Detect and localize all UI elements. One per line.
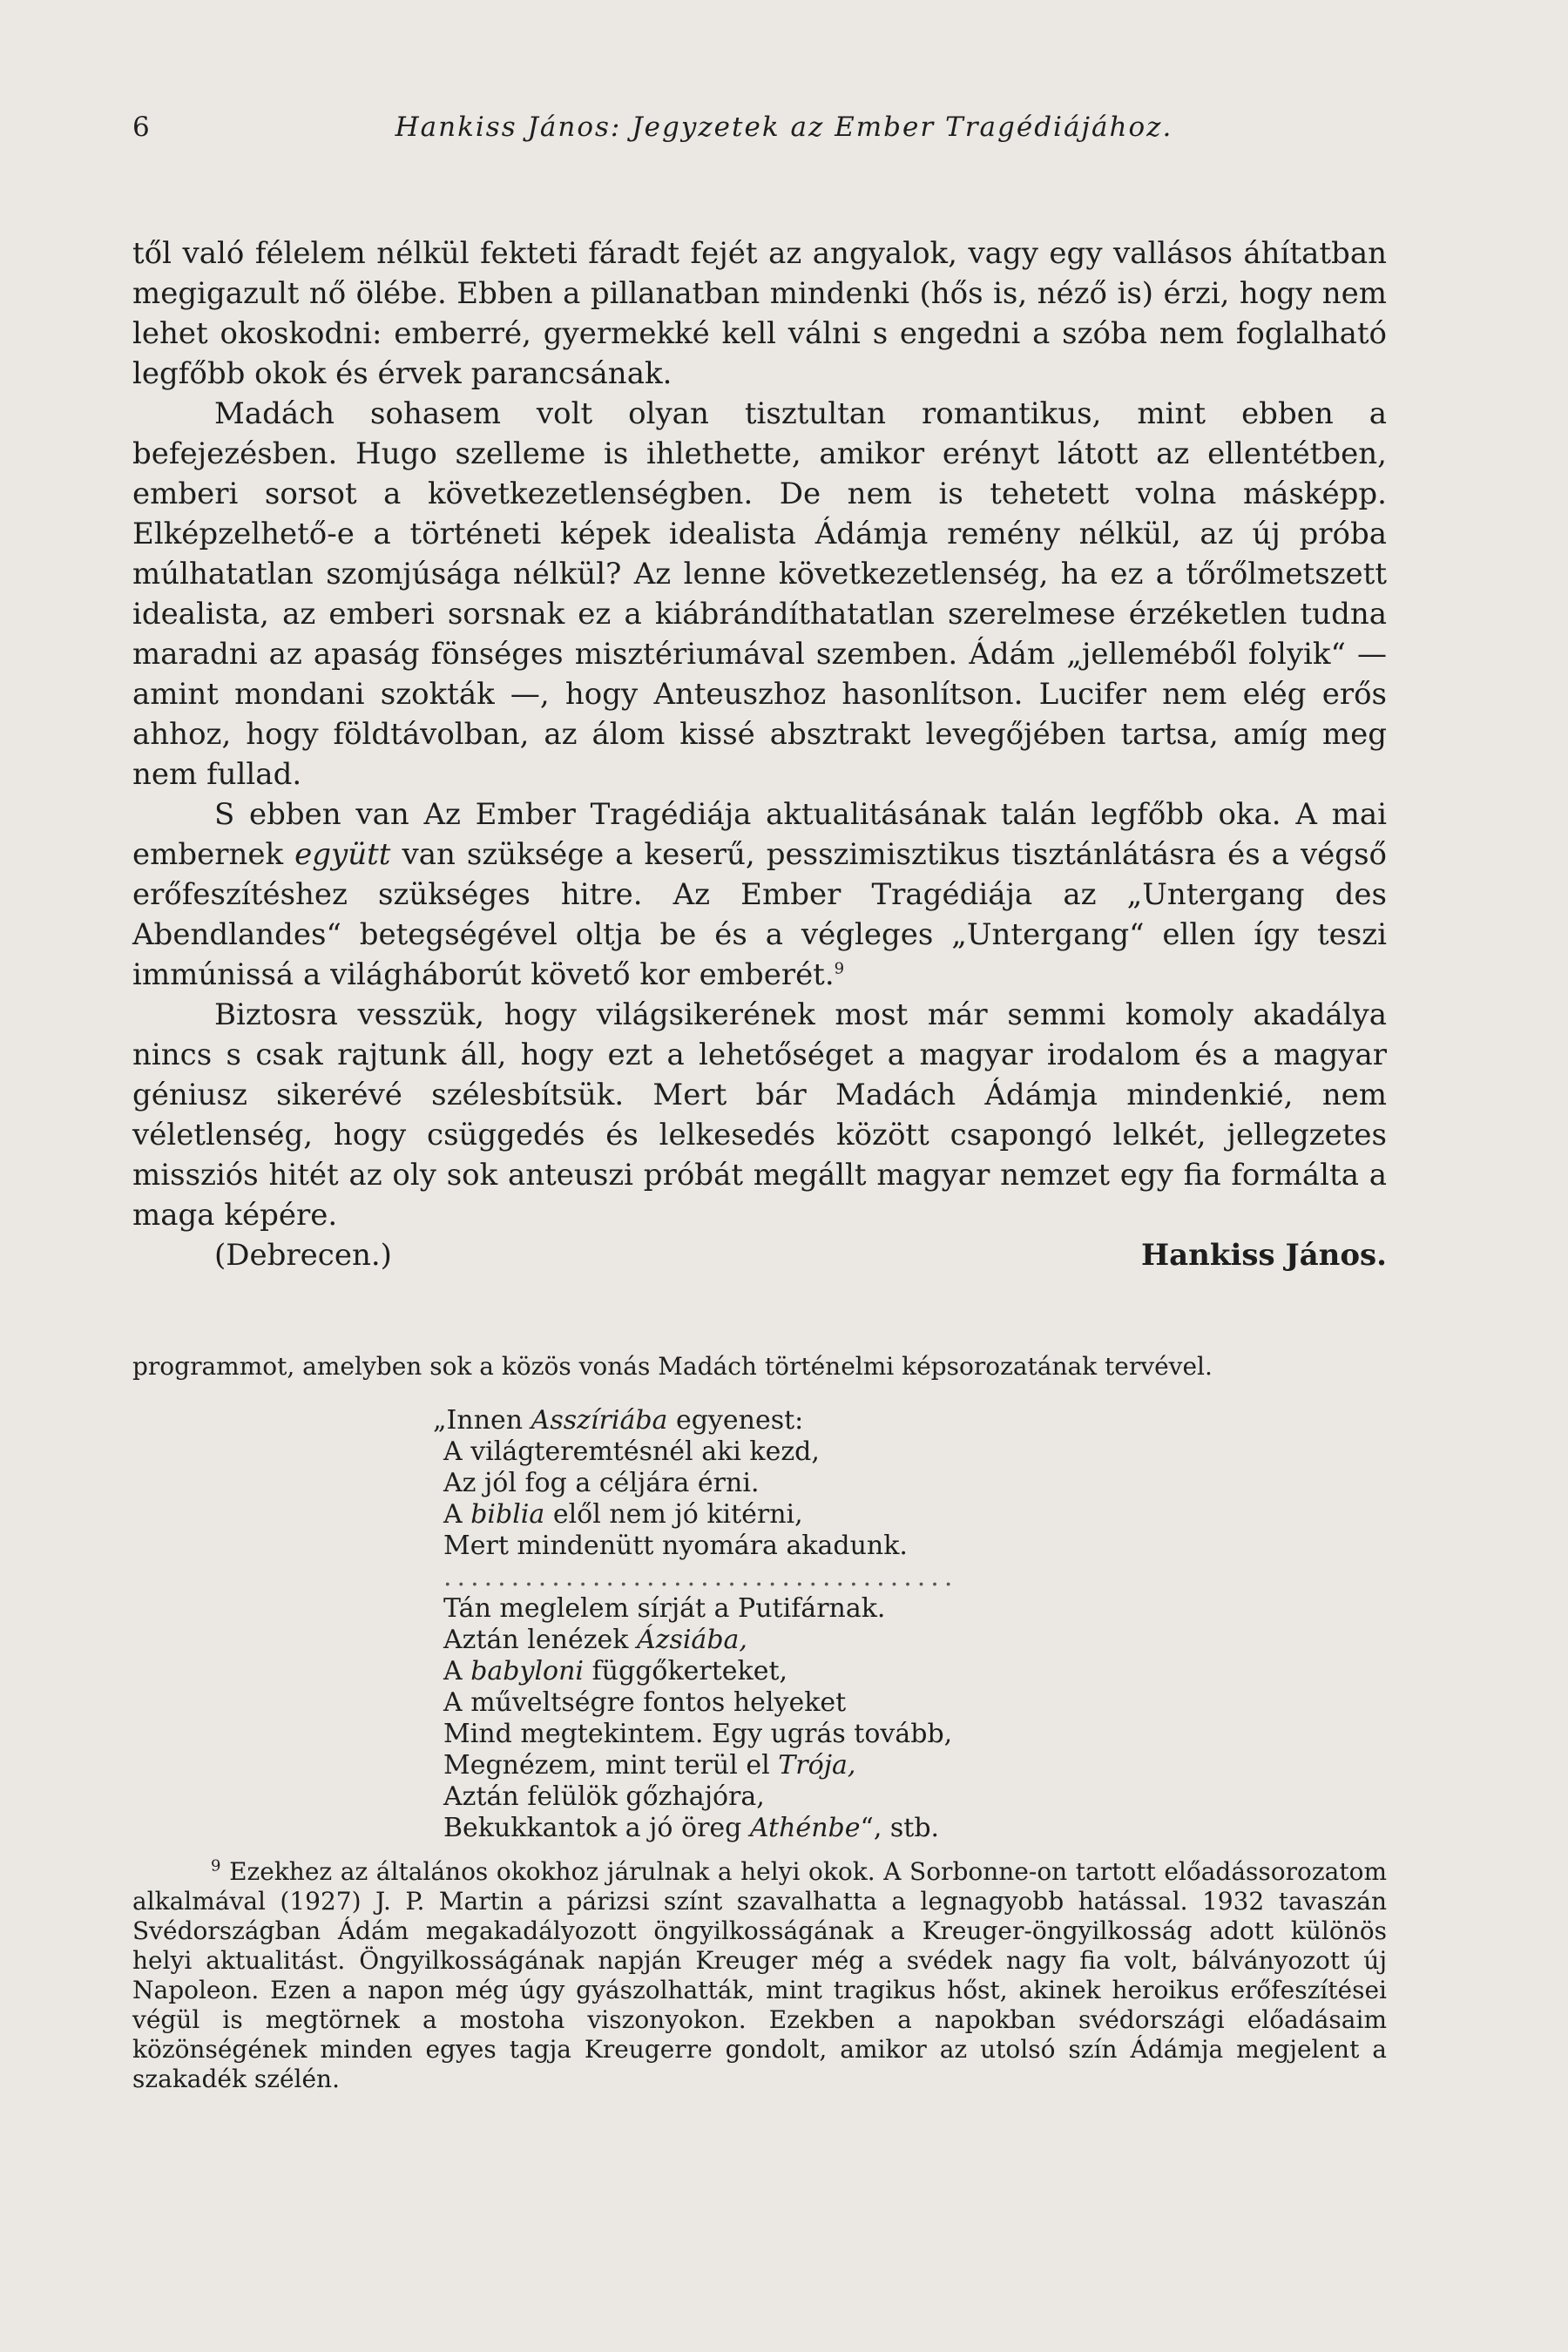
paragraph-3-start: S ebben van Az Ember Tragédiája aktualitásának talán legfőbb oka. A mai embernek xyxy=(132,797,1387,872)
paragraph-3-emphasis: együtt xyxy=(294,837,391,872)
footnote-text xyxy=(132,1857,1387,2094)
poem-line: Mert mindenütt nyomára akadunk. xyxy=(443,1531,908,1561)
poem-text: függőkerteket, xyxy=(584,1656,788,1686)
poem-line: Mind megtekintem. Egy ugrás tovább, xyxy=(443,1719,953,1749)
poem-line: Az jól fog a céljára érni. xyxy=(443,1468,760,1498)
poem-line xyxy=(433,1750,1304,1781)
footnote-reference: 9 xyxy=(834,959,845,978)
poem-line xyxy=(433,1499,1304,1531)
poem-line xyxy=(433,1625,1304,1656)
poem-line: A műveltségre fontos helyeket xyxy=(443,1687,847,1718)
poem-text: A xyxy=(443,1499,471,1530)
poem-line: Aztán felülök gőzhajóra, xyxy=(443,1781,765,1812)
paragraph-1: től való félelem nélkül fekteti fáradt fejét az angyalok, vagy egy vallásos áhítatban megigazult nő ölébe. Ebben a pillanatban mindenki (hős is, néző is) érzi, hogy nem lehet okoskodni: emberré, gyermekké kell válni s engedni a szóba nem foglalható legfőbb okok és érvek parancsának. xyxy=(132,236,1387,391)
poem-italic: Asszíriába xyxy=(531,1405,668,1436)
poem-text: A xyxy=(443,1656,471,1686)
poem-text: egyenest: xyxy=(667,1405,804,1436)
page-number: 6 xyxy=(132,112,150,143)
footnote-marker: 9 xyxy=(211,1856,221,1876)
poem-text: Bekukkantok a jó öreg xyxy=(443,1813,750,1843)
poem-text: Megnézem, mint terül el xyxy=(443,1750,779,1781)
poem-line: A világteremtésnél aki kezd, xyxy=(443,1436,820,1467)
paragraph-2: Madách sohasem volt olyan tisztultan romantikus, mint ebben a befejezésben. Hugo szelleme is ihlethette, amikor erényt látott az ellentétben, emberi sorsot a következetlenségben. De nem is tehetett volna másképp. Elképzelhető-e a történeti képek idealista Ádámja remény nélkül, az új próba múlhatatlan szomjúsága nélkül? Az lenne következetlenség, ha ez a tőrőlmetszett idealista, az emberi sorsnak ez a kiábrándíthatatlan szerelmese érzéketlen tudna maradni az apaság fönséges misztériumával szemben. Ádám „jelleméből folyik“ — amint mondani szokták —, hogy Anteuszhoz hasonlítson. Lucifer nem elég erős ahhoz, hogy földtávolban, az álom kissé absztrakt levegőjében tartsa, amíg meg nem fullad. xyxy=(132,396,1387,792)
poem-text: “, stb. xyxy=(860,1813,940,1843)
poem-italic: Athénbe xyxy=(749,1813,861,1843)
poem-ellipsis: ...................................... xyxy=(443,1562,958,1592)
poem-text: Aztán lenézek xyxy=(443,1625,637,1655)
poem-italic: biblia xyxy=(470,1499,545,1530)
paragraph-3-end: van szüksége a keserű, pesszimisztikus tisztánlátásra és a végső erőfeszítéshez szükséges hitre. Az Ember Tragédiája az „Untergang des Abendlandes“ betegségével oltja be és a végleges „Untergang“ ellen így teszi immúnissá a világháborút követő kor emberét. xyxy=(132,837,1387,992)
page-header xyxy=(132,112,1436,155)
poem-quote xyxy=(433,1405,1304,1844)
poem-text: „Innen xyxy=(433,1405,531,1436)
poem-line xyxy=(433,1656,1304,1687)
footnote-9 xyxy=(132,1857,1387,2094)
poem-line: Tán meglelem sírját a Putifárnak. xyxy=(443,1593,886,1624)
poem-italic: babyloni xyxy=(470,1656,585,1686)
poem-italic: Trója, xyxy=(778,1750,856,1781)
signature-row xyxy=(132,1235,1387,1275)
author-signature: Hankiss János. xyxy=(1141,1238,1387,1273)
footnote-continuation: programmot, amelyben sok a közös vonás Madách történelmi képsorozatának tervével. xyxy=(132,1352,1213,1381)
poem-text: elől nem jó kitérni, xyxy=(544,1499,803,1530)
place-note: (Debrecen.) xyxy=(214,1238,392,1273)
main-text xyxy=(132,233,1387,1275)
poem-line xyxy=(433,1813,1304,1844)
running-title: Hankiss János: Jegyzetek az Ember Tragédiájához. xyxy=(395,112,1173,143)
paragraph-4: Biztosra vesszük, hogy világsikerének most már semmi komoly akadálya nincs s csak rajtunk áll, hogy ezt a lehetőséget a magyar irodalom és a magyar géniusz sikerévé szélesbítsük. Mert bár Madách Ádámja mindenkié, nem véletlenség, hogy csüggedés és lelkesedés között csapongó lelkét, jellegzetes missziós hitét az oly sok anteuszi próbát megállt magyar nemzet egy fia formálta a maga képére. xyxy=(132,997,1387,1233)
footnote-body: Ezekhez az általános okokhoz járulnak a helyi okok. A Sorbonne-on tartott előadássorozatom alkalmával (1927) J. P. Martin a párizsi színt szavalhatta a legnagyobb hatással. 1932 tavaszán Svédországban Ádám megakadályozott öngyilkosságának a Kreuger-öngyilkosság adott különös helyi aktualitást. Öngyilkosságának napján Kreuger még a svédek nagy fia volt, bálványozott új Napoleon. Ezen a napon még úgy gyászolhatták, mint tragikus hőst, akinek heroikus erőfeszítései végül is megtörnek a mostoha viszonyokon. Ezekben a napokban svédországi előadásaim közönségének minden egyes tagja Kreugerre gondolt, amikor az utolsó szín Ádámja megjelent a szakadék szélén. xyxy=(132,1857,1387,2093)
paragraph-3 xyxy=(132,794,1387,995)
poem-italic: Ázsiába, xyxy=(636,1625,747,1655)
poem-line xyxy=(433,1405,1304,1436)
